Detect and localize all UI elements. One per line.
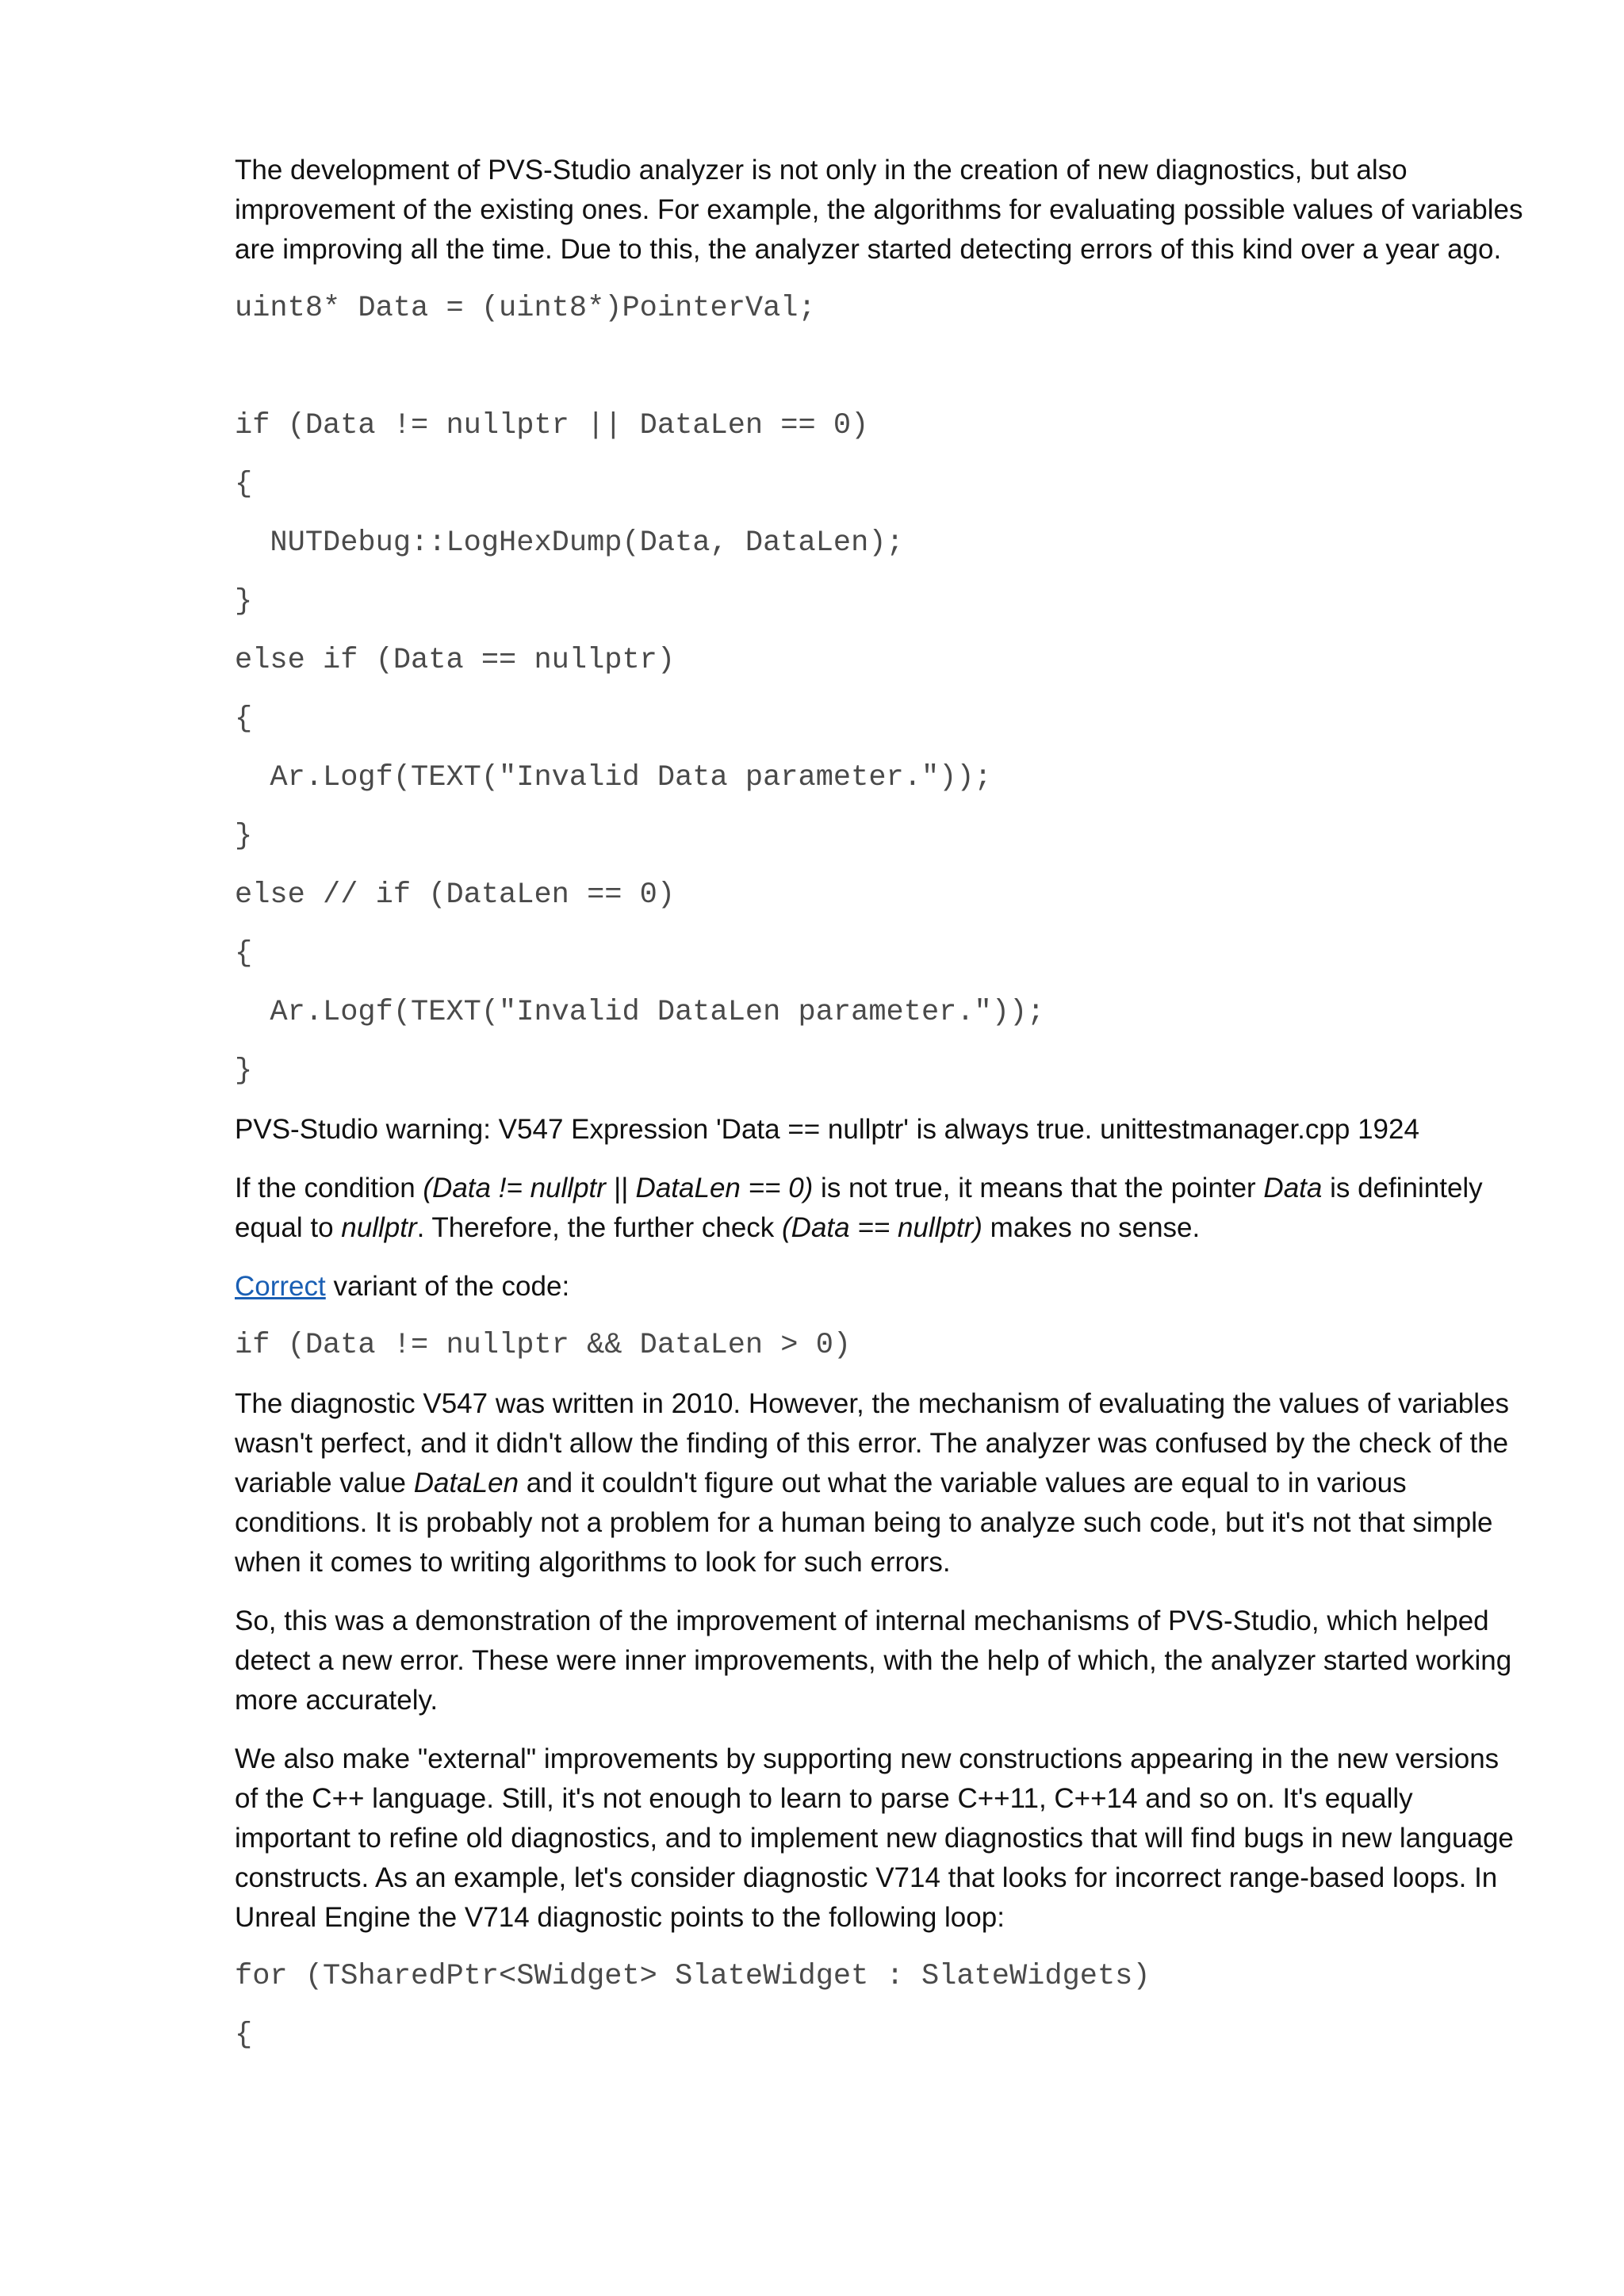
text-span: If the condition [235, 1173, 423, 1203]
summary-paragraph: So, this was a demonstration of the improvement of internal mechanisms of PVS-Studio, which helped detect a new error. These were inner improvements, with the help of which, the analyzer started working more accurately. [235, 1605, 1512, 1716]
italic-span: (Data == nullptr) [782, 1212, 982, 1243]
code-line: { [235, 468, 253, 501]
code-line: if (Data != nullptr && DataLen > 0) [235, 1329, 852, 1362]
code-line: } [235, 1054, 253, 1088]
code-line: { [235, 702, 253, 736]
code-line: else if (Data == nullptr) [235, 644, 676, 677]
external-improvements-paragraph: We also make "external" improvements by supporting new constructions appearing in the new versions of the C++ language. Still, it's not enough to learn to parse C++11, C++14 and so on. It's equally important to refine old diagnostics, and to implement new diagnostics that will find bugs in new language constructs. As an example, let's consider diagnostic V714 that looks for incorrect range-based loops. In Unreal Engine the V714 diagnostic points to the following loop: [235, 1743, 1514, 1933]
code-line: NUTDebug::LogHexDump(Data, DataLen); [235, 526, 904, 560]
code-line: } [235, 585, 253, 618]
code-block-2 [235, 1326, 1527, 1365]
text-span: . Therefore, the further check [416, 1212, 783, 1243]
article-body [235, 151, 1527, 2074]
correct-link[interactable]: Correct [235, 1271, 326, 1302]
italic-span: DataLen [413, 1468, 519, 1498]
code-line: { [235, 2019, 253, 2052]
code-line: Ar.Logf(TEXT("Invalid DataLen parameter.")); [235, 996, 1045, 1029]
code-line: for (TSharedPtr<SWidget> SlateWidget : SlateWidgets) [235, 1960, 1151, 1993]
correct-variant-paragraph [235, 1267, 1527, 1307]
code-block-3 [235, 1957, 1527, 2055]
text-span: is definintely equal to [235, 1173, 1483, 1243]
code-line: uint8* Data = (uint8*)PointerVal; [235, 292, 816, 325]
text-span: makes no sense. [982, 1212, 1201, 1243]
code-blank-line [235, 347, 1527, 387]
warning-paragraph: PVS-Studio warning: V547 Expression 'Data == nullptr' is always true. unittestmanager.cpp 1924 [235, 1114, 1419, 1145]
code-line: if (Data != nullptr || DataLen == 0) [235, 409, 869, 442]
explanation-paragraph [235, 1169, 1527, 1248]
text-span: is not true, it means that the pointer [813, 1173, 1264, 1203]
intro-paragraph: The development of PVS-Studio analyzer is not only in the creation of new diagnostics, but also improvement of the existing ones. For example, the algorithms for evaluating possible values of variables are improving all the time. Due to this, the analyzer started detecting errors of this kind over a year ago. [235, 155, 1523, 265]
code-block-1 [235, 289, 1527, 1091]
text-span: variant of the code: [325, 1271, 570, 1302]
history-paragraph [235, 1384, 1527, 1582]
italic-span: Data [1263, 1173, 1323, 1203]
code-line: Ar.Logf(TEXT("Invalid Data parameter.")); [235, 761, 992, 794]
text-span: and it couldn't figure out what the variable values are equal to in various conditions. It is probably not a problem for a human being to analyze such code, but it's not that simple when it comes to writing algorithms to look for such errors. [235, 1468, 1493, 1578]
code-line: else // if (DataLen == 0) [235, 878, 676, 912]
italic-span: nullptr [341, 1212, 417, 1243]
text-span: The diagnostic V547 was written in 2010. However, the mechanism of evaluating the values of variables wasn't perfect, and it didn't allow the finding of this error. The analyzer was confused by the check of the variable value [235, 1388, 1510, 1498]
code-line: { [235, 937, 253, 970]
code-line: } [235, 820, 253, 853]
italic-span: (Data != nullptr || DataLen == 0) [423, 1173, 814, 1203]
